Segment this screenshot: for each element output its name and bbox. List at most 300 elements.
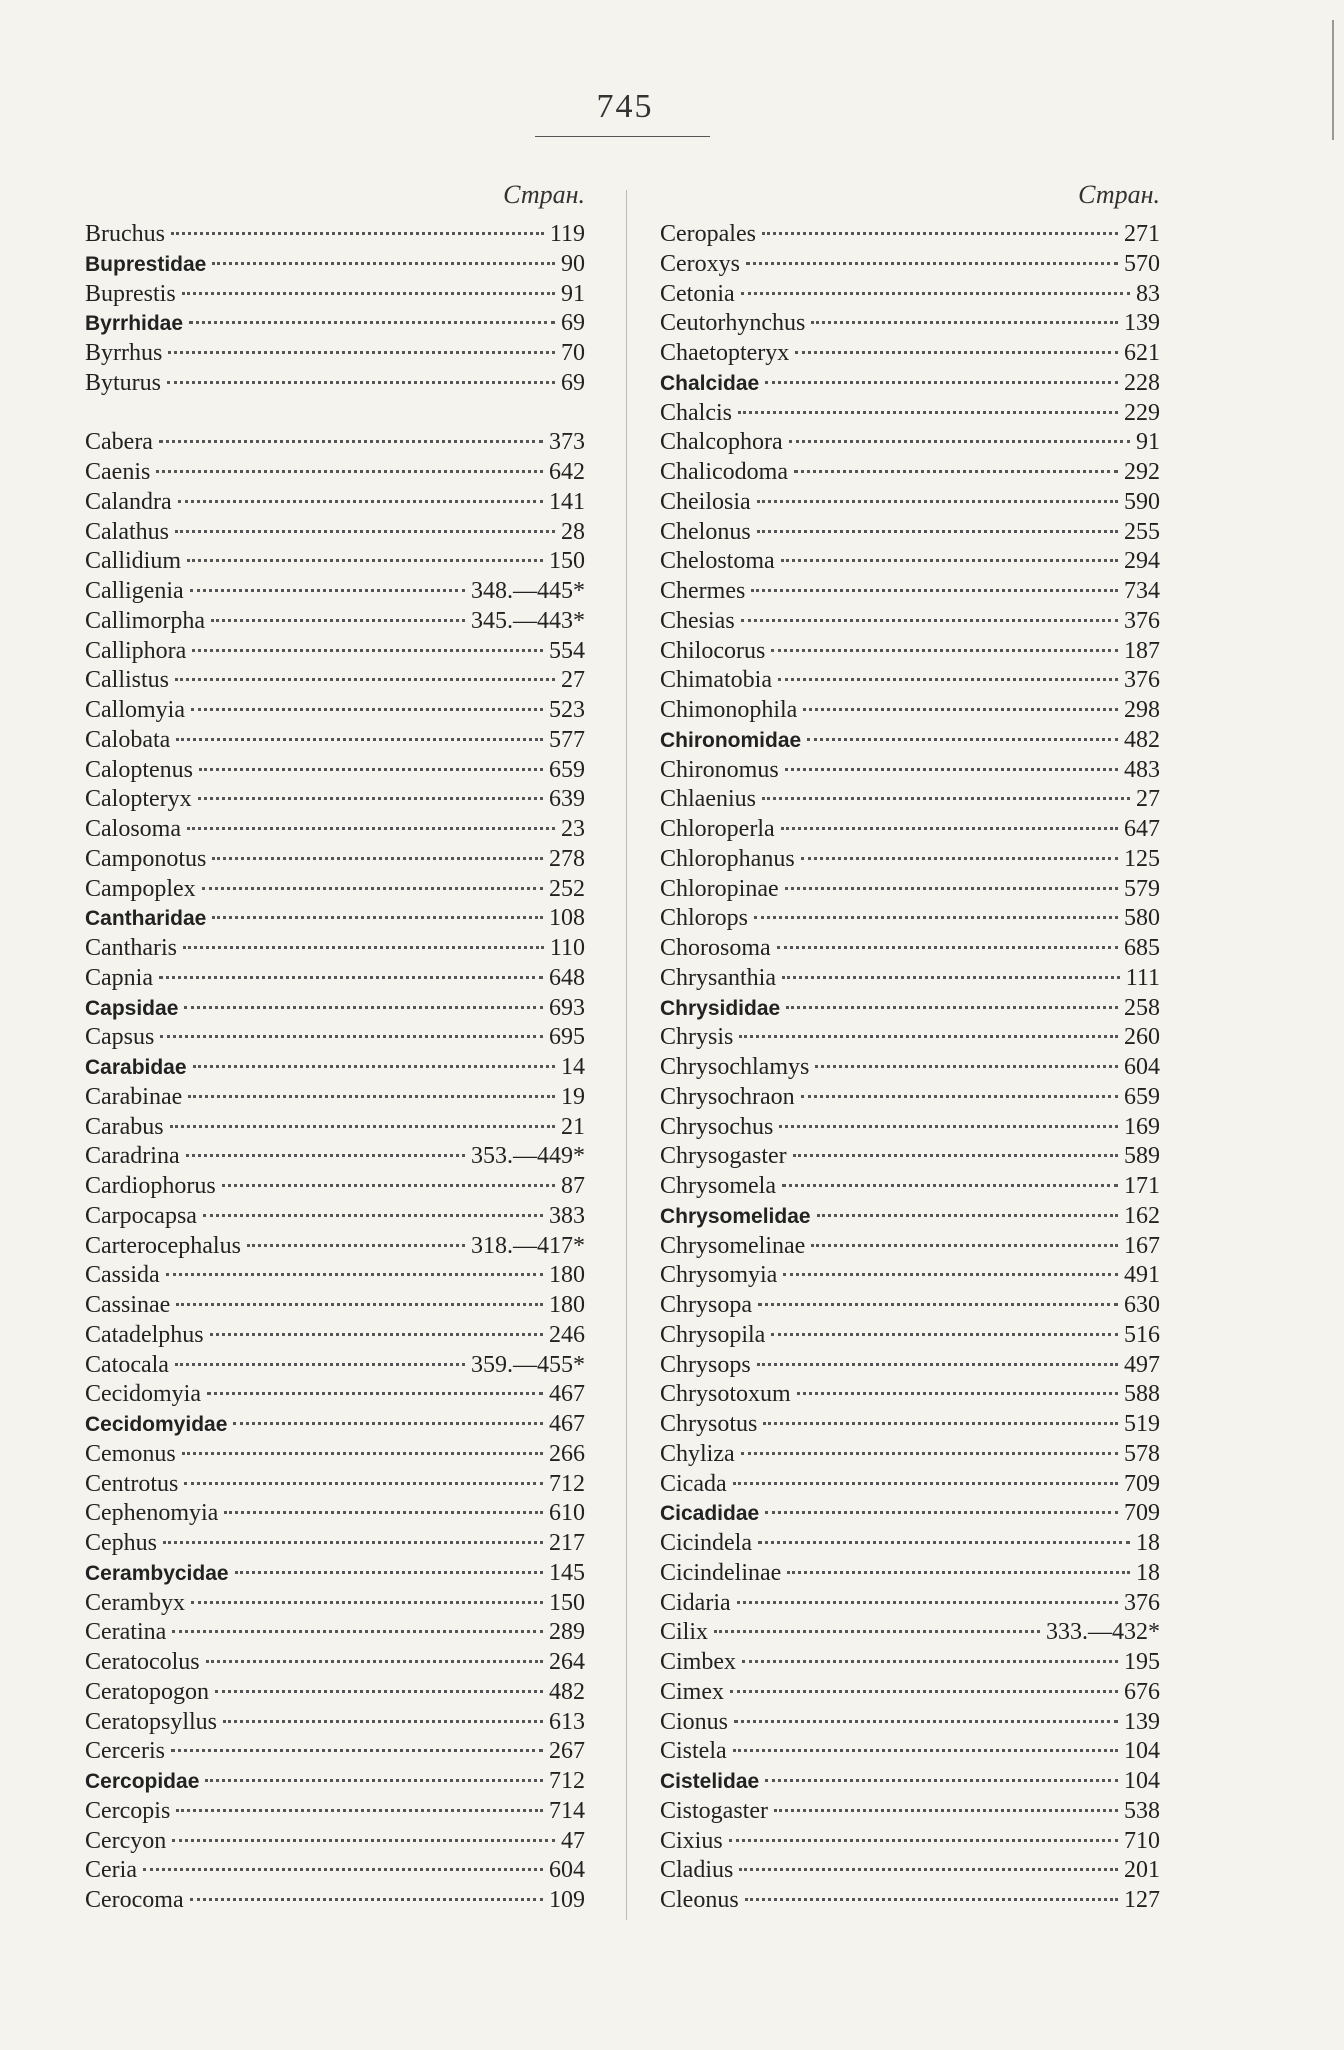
index-entry — [660, 1529, 1160, 1559]
index-entry — [660, 1380, 1160, 1410]
index-entry — [85, 1261, 585, 1291]
entry-name: Buprestidae — [85, 252, 207, 276]
leader-dots — [737, 1601, 1118, 1604]
entry-name: Chironomidae — [660, 728, 802, 752]
entry-name: Chlaenius — [660, 786, 756, 813]
leader-dots — [182, 292, 555, 295]
entry-name: Chrysotus — [660, 1411, 758, 1437]
entry-pages: 376 — [1124, 667, 1160, 694]
entry-pages: 201 — [1124, 1857, 1160, 1884]
index-entry — [85, 1440, 585, 1470]
index-entry — [85, 1023, 585, 1053]
index-entry — [85, 1113, 585, 1143]
entry-name: Caradrina — [85, 1143, 180, 1170]
entry-pages: 693 — [549, 994, 585, 1021]
index-entry — [660, 250, 1160, 280]
index-entry — [660, 280, 1160, 310]
leader-dots — [758, 1541, 1130, 1544]
leader-dots — [206, 1660, 543, 1663]
entry-name: Chalicodoma — [660, 459, 788, 485]
entry-name: Buprestis — [85, 280, 176, 307]
entry-name: Chermes — [660, 578, 746, 604]
index-entry — [85, 1737, 585, 1767]
entry-pages: 497 — [1124, 1351, 1160, 1378]
entry-pages: 467 — [549, 1381, 585, 1408]
entry-name: Chrysochus — [660, 1113, 774, 1140]
leader-dots — [172, 1630, 543, 1633]
leader-dots — [223, 1720, 543, 1723]
leader-dots — [159, 976, 543, 979]
index-entry — [660, 815, 1160, 845]
entry-pages: 69 — [561, 369, 585, 396]
entry-name: Chorosoma — [660, 935, 771, 961]
entry-pages: 258 — [1124, 994, 1160, 1021]
index-entry — [85, 1380, 585, 1410]
leader-dots — [212, 262, 555, 265]
index-entry — [660, 994, 1160, 1024]
leader-dots — [729, 1839, 1118, 1842]
index-entry — [660, 607, 1160, 637]
index-entry — [85, 220, 585, 250]
leader-dots — [183, 946, 544, 949]
index-entry — [85, 1529, 585, 1559]
entry-name: Chilocorus — [660, 637, 766, 664]
entry-name: Chlorops — [660, 905, 749, 932]
entry-name: Centrotus — [85, 1470, 179, 1497]
entry-pages: 376 — [1124, 607, 1160, 634]
entry-pages: 482 — [549, 1678, 585, 1705]
index-entry — [85, 1142, 585, 1172]
index-entry — [85, 1499, 585, 1529]
leader-dots — [184, 1482, 543, 1485]
entry-name: Chrysididae — [660, 996, 781, 1020]
entry-name: Chrysanthia — [660, 964, 776, 991]
entry-name: Cheilosia — [660, 488, 751, 515]
leader-dots — [187, 827, 555, 830]
entry-name: Carabinae — [85, 1083, 183, 1110]
entry-pages: 141 — [549, 488, 585, 515]
entry-pages: 695 — [549, 1024, 585, 1051]
leader-dots — [176, 1809, 543, 1812]
page-number-rule — [535, 136, 710, 137]
index-entry — [660, 1351, 1160, 1381]
index-entry — [85, 1083, 585, 1113]
index-entry — [85, 1589, 585, 1619]
leader-dots — [741, 1452, 1118, 1455]
entry-name: Chimatobia — [660, 667, 772, 694]
leader-dots — [781, 827, 1118, 830]
entry-pages: 383 — [549, 1202, 585, 1229]
entry-pages: 580 — [1124, 905, 1160, 932]
entry-name: Cicindelinae — [660, 1559, 782, 1586]
entry-name: Campoplex — [85, 875, 196, 902]
leader-dots — [757, 500, 1118, 503]
entry-pages: 246 — [549, 1321, 585, 1348]
entry-name: Chaetopteryx — [660, 340, 790, 366]
leader-dots — [742, 1660, 1118, 1663]
index-entry — [85, 309, 585, 339]
entry-name: Caenis — [85, 459, 151, 485]
leader-dots — [176, 738, 543, 741]
index-entry — [660, 1202, 1160, 1232]
index-entry — [660, 845, 1160, 875]
index-entry — [85, 458, 585, 488]
entry-pages: 83 — [1136, 280, 1160, 307]
entry-name: Cleonus — [660, 1887, 739, 1913]
leader-dots — [783, 1273, 1118, 1276]
leader-dots — [187, 559, 543, 562]
leader-dots — [171, 232, 544, 235]
entry-pages: 578 — [1124, 1440, 1160, 1467]
entry-name: Cladius — [660, 1857, 734, 1884]
index-entry — [660, 1797, 1160, 1827]
entry-name: Cecidomyia — [85, 1381, 201, 1408]
entry-pages: 139 — [1124, 310, 1160, 337]
leader-dots — [233, 1422, 543, 1425]
leader-dots — [186, 1154, 465, 1157]
entry-name: Chesias — [660, 607, 735, 634]
entry-name: Cistogaster — [660, 1797, 768, 1824]
leader-dots — [159, 440, 543, 443]
index-entry — [660, 1886, 1160, 1916]
leader-dots — [714, 1630, 1040, 1633]
entry-name: Chalcis — [660, 399, 732, 426]
index-entry — [660, 1172, 1160, 1202]
entry-name: Carpocapsa — [85, 1202, 197, 1229]
index-entry — [85, 1618, 585, 1648]
entry-pages: 709 — [1124, 1470, 1160, 1497]
leader-dots — [807, 738, 1118, 741]
index-entry — [85, 1767, 585, 1797]
entry-name: Catadelphus — [85, 1321, 204, 1348]
index-entry — [660, 369, 1160, 399]
index-entry — [660, 339, 1160, 369]
index-entry — [85, 1797, 585, 1827]
entry-pages: 150 — [549, 1589, 585, 1616]
entry-pages: 639 — [549, 786, 585, 813]
entry-name: Chrysomelinae — [660, 1232, 806, 1259]
index-entry — [85, 666, 585, 696]
entry-name: Cercopis — [85, 1797, 171, 1824]
index-entry — [85, 994, 585, 1024]
leader-dots — [191, 708, 543, 711]
entry-name: Cerambyx — [85, 1589, 185, 1616]
leader-dots — [175, 530, 555, 533]
entry-name: Cerocoma — [85, 1887, 184, 1913]
leader-dots — [741, 619, 1118, 622]
entry-pages: 519 — [1124, 1411, 1160, 1437]
entry-name: Cistelidae — [660, 1770, 760, 1793]
leader-dots — [815, 1065, 1118, 1068]
index-entry — [660, 1291, 1160, 1321]
entry-pages: 119 — [549, 221, 585, 247]
entry-name: Calopteryx — [85, 786, 192, 813]
entry-name: Cetonia — [660, 280, 735, 307]
index-entry — [85, 1708, 585, 1738]
entry-pages: 642 — [549, 459, 585, 485]
entry-name: Calliphora — [85, 637, 187, 664]
entry-pages: 23 — [561, 816, 585, 842]
entry-name: Cicadidae — [660, 1502, 760, 1526]
leader-dots — [739, 1868, 1118, 1871]
leader-dots — [163, 1541, 543, 1544]
entry-pages: 271 — [1124, 221, 1160, 247]
leader-dots — [160, 1035, 543, 1038]
entry-pages: 187 — [1124, 637, 1160, 664]
leader-dots — [817, 1214, 1118, 1217]
entry-pages: 252 — [549, 875, 585, 902]
index-entry — [660, 1410, 1160, 1440]
index-entry — [85, 1856, 585, 1886]
leader-dots — [774, 1809, 1118, 1812]
index-entry — [660, 1678, 1160, 1708]
index-entry — [660, 428, 1160, 458]
index-entry — [660, 726, 1160, 756]
entry-name: Cimex — [660, 1678, 724, 1705]
index-entry — [660, 488, 1160, 518]
entry-name: Chrysomelidae — [660, 1204, 811, 1228]
index-entry — [85, 1172, 585, 1202]
leader-dots — [171, 1749, 543, 1752]
entry-pages: 267 — [549, 1738, 585, 1765]
entry-pages: 169 — [1124, 1113, 1160, 1140]
leader-dots — [782, 1184, 1118, 1187]
index-entries-right — [660, 220, 1160, 1916]
entry-name: Chloroperla — [660, 816, 775, 842]
leader-dots — [205, 1779, 543, 1782]
index-entry — [660, 1708, 1160, 1738]
entry-name: Capsidae — [85, 996, 179, 1020]
entry-pages: 516 — [1124, 1321, 1160, 1348]
entry-name: Chelonus — [660, 518, 751, 545]
entry-name: Chrysotoxum — [660, 1381, 791, 1408]
entry-pages: 27 — [1136, 786, 1160, 813]
entry-pages: 266 — [549, 1440, 585, 1467]
index-entry — [85, 1202, 585, 1232]
leader-dots — [210, 1333, 543, 1336]
entry-name: Ceutorhynchus — [660, 310, 806, 337]
index-entry — [660, 577, 1160, 607]
entry-name: Ceria — [85, 1857, 137, 1884]
entry-pages: 554 — [549, 637, 585, 664]
index-entry — [85, 964, 585, 994]
leader-dots — [199, 768, 543, 771]
entry-name: Callomyia — [85, 697, 185, 723]
index-entry — [660, 1499, 1160, 1529]
entry-pages: 18 — [1136, 1530, 1160, 1556]
page-number: 745 — [596, 88, 654, 125]
entry-pages: 292 — [1124, 459, 1160, 485]
index-entry — [660, 1737, 1160, 1767]
entry-pages: 167 — [1124, 1232, 1160, 1259]
entry-name: Cixius — [660, 1827, 723, 1854]
leader-dots — [771, 649, 1118, 652]
entry-pages: 195 — [1124, 1649, 1160, 1675]
index-entry — [660, 1321, 1160, 1351]
leader-dots — [192, 649, 543, 652]
entry-name: Cidaria — [660, 1589, 731, 1616]
leader-dots — [193, 1065, 555, 1068]
index-entry — [85, 1321, 585, 1351]
leader-dots — [795, 351, 1118, 354]
leader-dots — [739, 1035, 1118, 1038]
leader-dots — [777, 946, 1118, 949]
entry-pages: 87 — [561, 1173, 585, 1199]
entry-name: Cercyon — [85, 1827, 167, 1854]
entry-name: Ceroxys — [660, 250, 740, 277]
entry-name: Byturus — [85, 369, 162, 396]
entry-name: Carterocephalus — [85, 1232, 241, 1259]
entry-name: Chironomus — [660, 756, 779, 783]
entry-name: Chrysochraon — [660, 1083, 795, 1110]
index-entry — [85, 726, 585, 756]
leader-dots — [175, 1363, 465, 1366]
entry-pages: 333.—432* — [1046, 1619, 1160, 1646]
index-entry — [85, 1886, 585, 1916]
leader-dots — [797, 1392, 1118, 1395]
index-entry — [85, 250, 585, 280]
entry-name: Chrysops — [660, 1351, 751, 1378]
entry-pages: 613 — [549, 1708, 585, 1735]
leader-dots — [224, 1511, 543, 1514]
entry-name: Cecidomyidae — [85, 1413, 228, 1436]
column-header-pages: Стран. — [1078, 180, 1160, 209]
leader-dots — [787, 1571, 1130, 1574]
index-entry — [85, 518, 585, 548]
leader-dots — [781, 559, 1118, 562]
entry-pages: 298 — [1124, 697, 1160, 723]
entry-name: Chrysis — [660, 1024, 734, 1051]
entry-name: Capsus — [85, 1024, 155, 1051]
entry-pages: 621 — [1124, 340, 1160, 366]
index-entry — [85, 904, 585, 934]
entry-pages: 685 — [1124, 935, 1160, 961]
entry-pages: 538 — [1124, 1797, 1160, 1824]
index-entry — [660, 785, 1160, 815]
index-entry — [85, 696, 585, 726]
index-entry — [85, 339, 585, 369]
leader-dots — [170, 1125, 555, 1128]
index-entry — [660, 696, 1160, 726]
entry-pages: 318.—417* — [471, 1232, 585, 1259]
leader-dots — [751, 589, 1118, 592]
index-entry — [660, 1440, 1160, 1470]
entry-pages: 69 — [561, 310, 585, 337]
entry-name: Bruchus — [85, 221, 165, 247]
leader-dots — [762, 232, 1118, 235]
entry-pages: 150 — [549, 548, 585, 575]
index-entry — [85, 488, 585, 518]
index-entry — [660, 904, 1160, 934]
entry-name: Camponotus — [85, 845, 207, 872]
index-entry — [85, 1053, 585, 1083]
entry-name: Calobata — [85, 726, 171, 753]
leader-dots — [782, 976, 1120, 979]
leader-dots — [176, 1303, 543, 1306]
leader-dots — [156, 470, 543, 473]
entry-name: Cimbex — [660, 1649, 736, 1675]
entry-name: Cassida — [85, 1262, 160, 1289]
entry-pages: 108 — [549, 905, 585, 932]
leader-dots — [188, 1095, 555, 1098]
index-entry — [85, 756, 585, 786]
entry-pages: 162 — [1124, 1202, 1160, 1229]
index-entry — [85, 1232, 585, 1262]
entry-pages: 255 — [1124, 518, 1160, 545]
entry-pages: 19 — [561, 1083, 585, 1110]
index-entry — [85, 1470, 585, 1500]
leader-dots — [190, 1898, 543, 1901]
entry-name: Chrysochlamys — [660, 1054, 810, 1080]
leader-dots — [733, 1482, 1118, 1485]
entry-pages: 260 — [1124, 1024, 1160, 1051]
entry-pages: 659 — [549, 756, 585, 783]
leader-dots — [757, 530, 1118, 533]
index-entry — [660, 756, 1160, 786]
leader-dots — [738, 411, 1118, 414]
entry-pages: 610 — [549, 1500, 585, 1527]
entry-name: Calandra — [85, 488, 172, 515]
entry-pages: 289 — [549, 1619, 585, 1646]
entry-name: Cicada — [660, 1470, 727, 1497]
section-gap — [85, 399, 585, 429]
entry-name: Callimorpha — [85, 607, 205, 634]
leader-dots — [202, 887, 543, 890]
index-entry — [660, 1232, 1160, 1262]
leader-dots — [235, 1571, 543, 1574]
entry-name: Cassinae — [85, 1292, 171, 1318]
entry-pages: 712 — [549, 1768, 585, 1794]
entry-pages: 345.—443* — [471, 607, 585, 634]
entry-pages: 14 — [561, 1054, 585, 1080]
entry-name: Cercopidae — [85, 1770, 200, 1793]
index-entry — [85, 875, 585, 905]
entry-pages: 91 — [1136, 429, 1160, 456]
leader-dots — [803, 708, 1118, 711]
entry-pages: 604 — [1124, 1054, 1160, 1080]
entry-pages: 127 — [1124, 1887, 1160, 1913]
index-entry — [660, 964, 1160, 994]
leader-dots — [811, 1244, 1118, 1247]
index-entry — [660, 934, 1160, 964]
entry-name: Calosoma — [85, 816, 181, 842]
entry-pages: 111 — [1125, 964, 1160, 991]
leader-dots — [765, 1779, 1118, 1782]
entry-pages: 180 — [549, 1262, 585, 1289]
index-entry — [660, 458, 1160, 488]
index-entry — [660, 1648, 1160, 1678]
leader-dots — [166, 1273, 543, 1276]
entry-pages: 491 — [1124, 1262, 1160, 1289]
leader-dots — [175, 678, 555, 681]
entry-name: Cantharis — [85, 935, 177, 961]
index-entry — [660, 1023, 1160, 1053]
entry-pages: 125 — [1124, 845, 1160, 872]
index-entry — [660, 1856, 1160, 1886]
entry-pages: 714 — [549, 1797, 585, 1824]
entry-name: Calathus — [85, 518, 169, 545]
leader-dots — [771, 1333, 1118, 1336]
index-entry — [660, 1113, 1160, 1143]
entry-pages: 630 — [1124, 1292, 1160, 1318]
entry-name: Callistus — [85, 667, 170, 694]
entry-name: Chrysopa — [660, 1292, 752, 1318]
leader-dots — [779, 1125, 1118, 1128]
index-entry — [660, 399, 1160, 429]
index-entry — [85, 280, 585, 310]
entry-name: Cemonus — [85, 1440, 176, 1467]
entry-pages: 264 — [549, 1649, 585, 1675]
